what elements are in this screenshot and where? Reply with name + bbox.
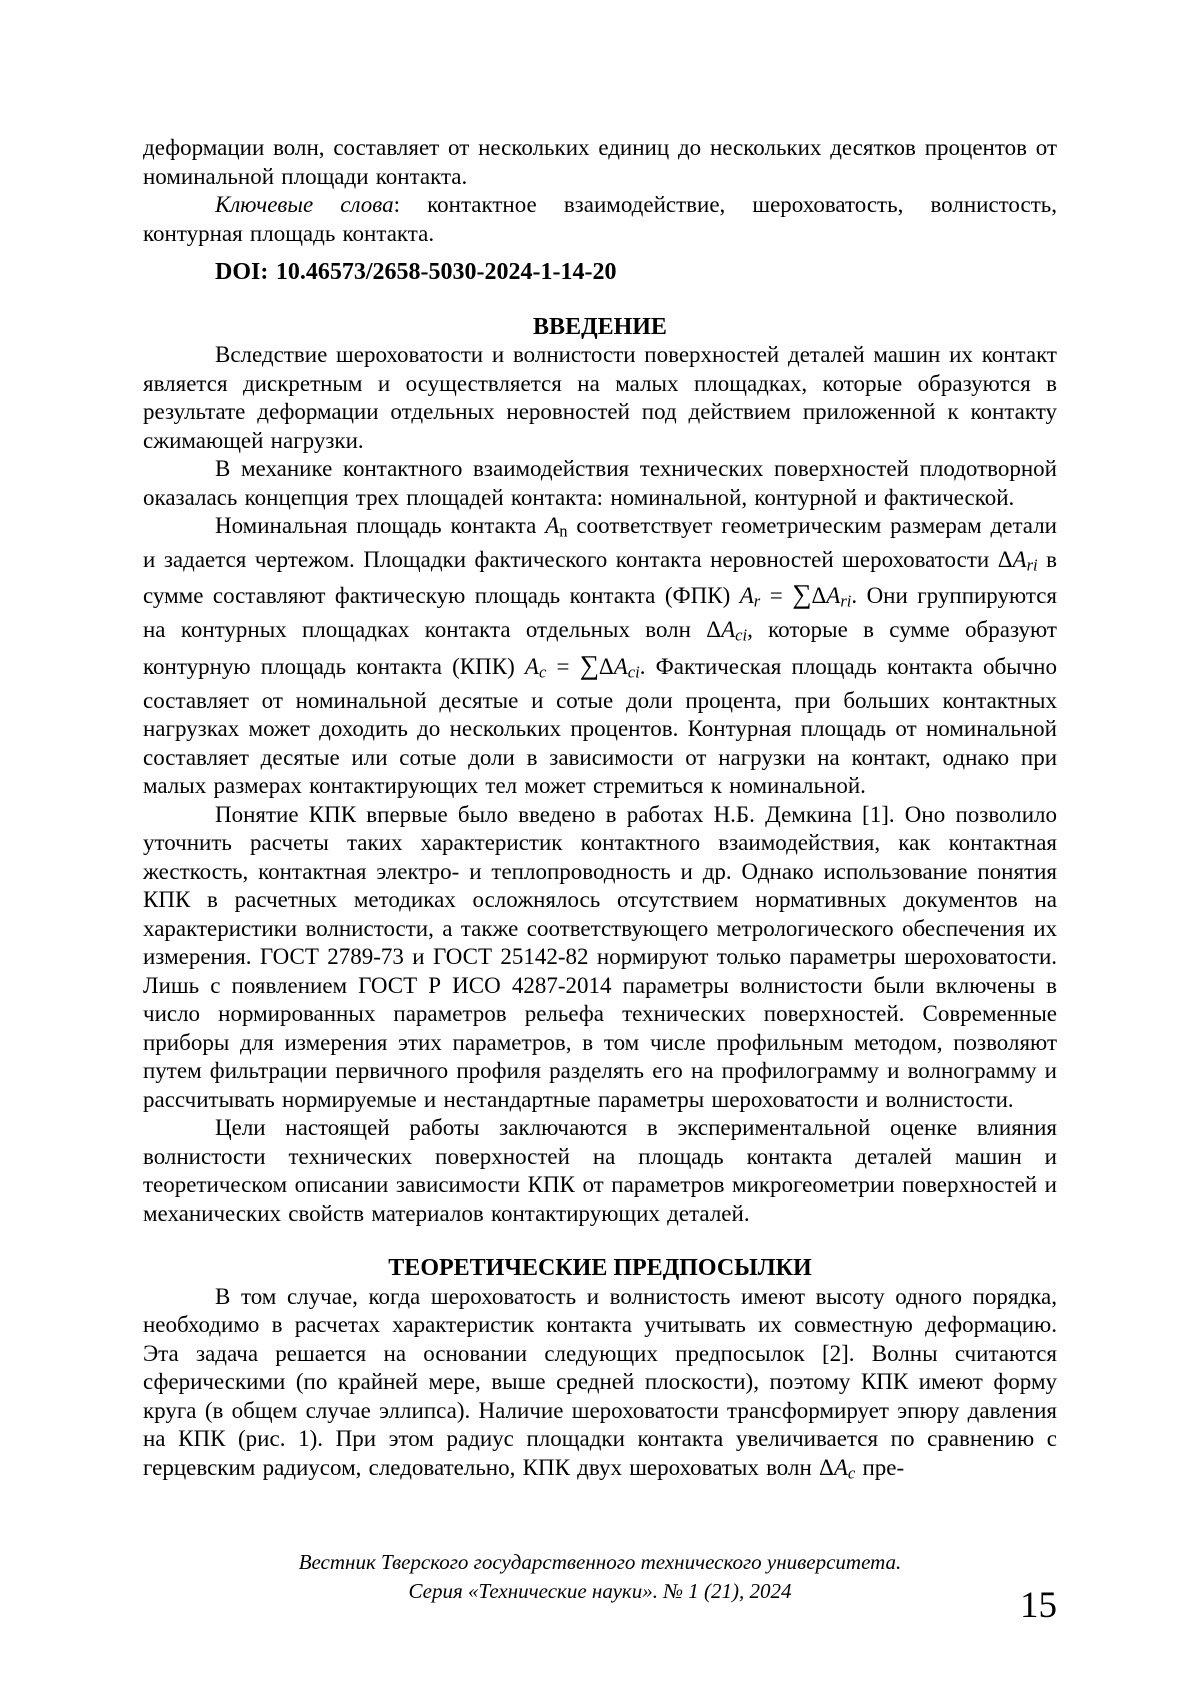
text-run: = bbox=[546, 653, 580, 679]
paragraph-abstract-continuation bbox=[143, 134, 1057, 191]
math-subscript: n bbox=[559, 521, 568, 541]
page-number: 15 bbox=[1020, 1585, 1057, 1626]
text-run: в сумме составляют фактическую площадь контакта (ФПК) bbox=[143, 547, 1057, 609]
math-subscript: ri bbox=[1026, 555, 1038, 575]
math-variable: A bbox=[833, 1454, 848, 1480]
journal-title: Вестник Тверского государственного технического университета. bbox=[298, 1550, 902, 1574]
math-variable: A bbox=[545, 513, 560, 538]
journal-issue: Серия «Технические науки». № 1 (21), 2024 bbox=[408, 1579, 792, 1603]
paragraph-intro-2 bbox=[143, 455, 1057, 512]
math-variable: A bbox=[739, 583, 754, 609]
text-run: . Фактическая площадь контакта обычно составляет от номинальной десятые и сотые доли процента, при больших контактных нагрузках может доходить до нескольких процентов. Контурная площадь от номинальной составляет десятые или сотые доли в зависимости от нагрузки на контакт, однако при малых размерах контактирующих тел может стремиться к номинальной. bbox=[143, 653, 1057, 799]
text-run: пре- bbox=[855, 1454, 905, 1480]
paragraph-intro-5 bbox=[143, 1114, 1057, 1228]
text-run: = bbox=[760, 583, 793, 609]
section-heading-theory: ТЕОРЕТИЧЕСКИЕ ПРЕДПОСЫЛКИ bbox=[388, 1255, 812, 1282]
math-subscript: ci bbox=[735, 626, 748, 646]
text-run: Δ bbox=[811, 583, 827, 609]
italic-text-run: Ключевые слова bbox=[215, 192, 394, 217]
paragraph-intro-1 bbox=[143, 341, 1057, 455]
summation-symbol: ∑ bbox=[792, 579, 812, 610]
paragraph-theory-1 bbox=[143, 1283, 1057, 1488]
paragraph-intro-4 bbox=[143, 801, 1057, 1115]
math-subscript: ri bbox=[840, 591, 852, 611]
text-run: . Они группируются на контурных площадках контакта отдельных волн Δ bbox=[143, 583, 1058, 643]
text-run: Цели настоящей работы заключаются в экспериментальной оценке влияния волнистости технических поверхностей на площадь контакта деталей машин и теоретическом описании зависимости КПК от параметров микрогеометрии поверхностей и механических свойств материалов контактирующих деталей. bbox=[143, 1115, 1057, 1226]
math-variable: A bbox=[524, 653, 539, 679]
paragraph-keywords bbox=[143, 191, 1057, 248]
math-subscript: c bbox=[847, 1463, 856, 1483]
math-subscript: r bbox=[753, 591, 761, 611]
math-variable: A bbox=[1012, 547, 1027, 573]
math-subscript: ci bbox=[627, 662, 640, 682]
text-run: DOI: 10.46573/2658-5030-2024-1-14-20 bbox=[215, 259, 617, 285]
text-run: , которые в сумме образуют контурную площадь контакта (КПК) bbox=[143, 617, 1057, 679]
doi-line bbox=[143, 258, 1057, 287]
text-run: В том случае, когда шероховатость и волнистость имеют высоту одного порядка, необходимо в расчетах характеристик контакта учитывать их совместную деформацию. Эта задача решается на основании следующих предпосылок [2]. Волны считаются сферическими (по крайней мере, выше средней плоскости), поэтому КПК имеют форму круга (в общем случае эллипса). Наличие шероховатости трансформирует эпюру давления на КПК (рис. 1). При этом радиус площадки контакта увеличивается по сравнению с герцевским радиусом, следовательно, КПК двух шероховатых волн Δ bbox=[143, 1283, 1057, 1480]
text-run: Вследствие шероховатости и волнистости поверхностей деталей машин их контакт является дискретным и осуществляется на малых площадках, которые образуются в результате деформации отдельных неровностей под действием приложенной к контакту сжимающей нагрузки. bbox=[143, 342, 1057, 453]
text-run: : контактное взаимодействие, шероховатость, волнистость, контурная площадь контакта. bbox=[143, 192, 1057, 246]
math-variable: A bbox=[613, 653, 628, 679]
document-body bbox=[143, 134, 1057, 1488]
math-variable: A bbox=[826, 583, 841, 609]
math-variable: A bbox=[721, 617, 736, 643]
summation-symbol: ∑ bbox=[579, 649, 599, 680]
text-run: соответствует геометрическим размерам детали и задается чертежом. Площадки фактического контакта неровностей шероховатости Δ bbox=[143, 513, 1057, 573]
text-run: В механике контактного взаимодействия технических поверхностей плодотворной оказалась концепция трех площадей контакта: номинальной, контурной и фактической. bbox=[143, 456, 1057, 510]
math-subscript: c bbox=[538, 662, 547, 682]
section-heading-introduction: ВВЕДЕНИЕ bbox=[533, 313, 667, 340]
text-run: Δ bbox=[598, 653, 614, 679]
text-run: Понятие КПК впервые было введено в работах Н.Б. Демкина [1]. Оно позволило уточнить расчеты таких характеристик контактного взаимодействия, как контактная жесткость, контактная электро- и теплопроводность и др. Однако использование понятия КПК в расчетных методиках осложнялось отсутствием нормативных документов на характеристики волнистости, а также соответствующего метрологического обеспечения их измерения. ГОСТ 2789-73 и ГОСТ 25142-82 нормируют только параметры шероховатости. Лишь с появлением ГОСТ Р ИСО 4287-2014 параметры волнистости были включены в число нормированных параметров рельефа технических поверхностей. Современные приборы для измерения этих параметров, в том числе профильным методом, позволяют путем фильтрации первичного профиля разделять его на профилограмму и волнограмму и рассчитывать нормируемые и нестандартные параметры шероховатости и волнистости. bbox=[143, 801, 1057, 1112]
paragraph-intro-3 bbox=[143, 512, 1057, 801]
text-run: деформации волн, составляет от нескольких единиц до нескольких десятков процентов от номинальной площади контакта. bbox=[143, 135, 1057, 189]
text-run: Номинальная площадь контакта bbox=[215, 513, 546, 538]
